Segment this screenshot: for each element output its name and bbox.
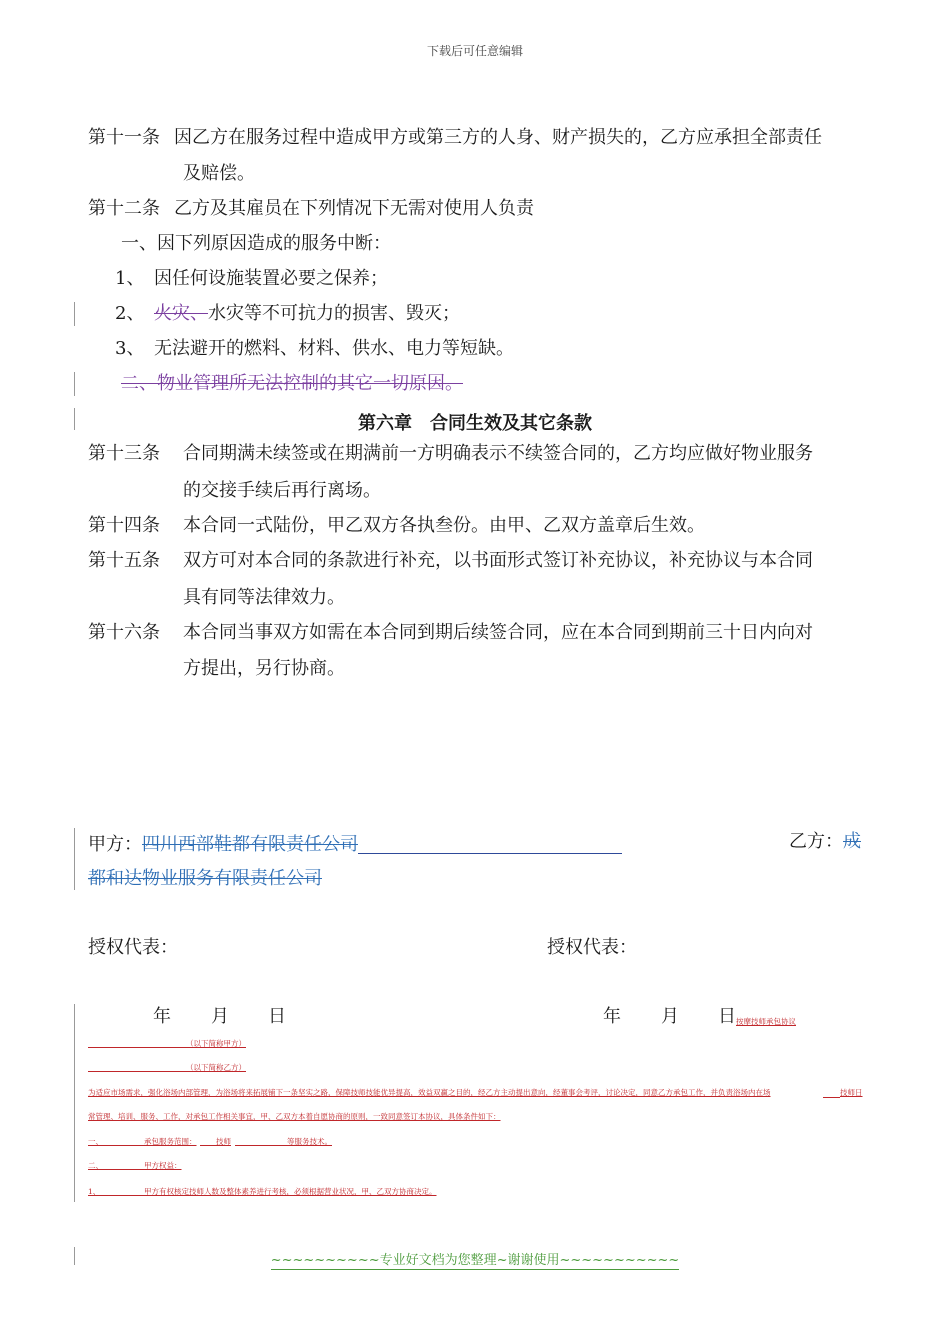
change-bar [74, 828, 75, 890]
article-15-text: 双方可对本合同的条款进行补充，以书面形式签订补充协议，补充协议与本合同 [183, 550, 813, 571]
blank-line [200, 1145, 216, 1146]
party-a-date-day: 日 [268, 1006, 286, 1027]
deleted-text: 火灾、 [154, 303, 208, 324]
article-14-label: 第十四条 [88, 515, 160, 536]
section-2-number: 二、 [88, 1161, 103, 1170]
blank-line [98, 1145, 144, 1146]
list-intro: 一、因下列原因造成的服务中断： [121, 233, 391, 254]
party-a-note: （以下简称甲方） [186, 1039, 246, 1048]
change-bar [74, 372, 75, 396]
blank-line [823, 1097, 840, 1098]
page-footer [0, 1249, 950, 1268]
party-b-date-day: 日 [718, 1006, 736, 1027]
inserted-title: 按摩技师承包协议 [736, 1017, 796, 1026]
list-item-1-text: 因任何设施装置必要之保养； [154, 268, 388, 289]
change-bar [74, 1004, 75, 1202]
article-13-label: 第十三条 [88, 443, 160, 464]
inserted-paragraph: 为适应市场需求，强化浴场内部管理，为浴场将来拓展铺下一条坚实之路，保障技师技能优异提高，效益双赢之目的，经乙方主动提出意向，经董事会考评，讨论决定，同意乙方承包工作，并负责浴场内在场 [88, 1088, 771, 1097]
party-b-note: （以下简称乙方） [186, 1063, 246, 1072]
article-12-label: 第十二条 [88, 198, 160, 219]
party-a-representative: 授权代表： [88, 937, 178, 958]
section-3-text: 甲方有权核定技师人数及整体素养进行考核，必须根据营业状况，甲、乙双方协商决定。 [144, 1187, 437, 1196]
article-11-text-cont: 及赔偿。 [183, 163, 255, 184]
list-item-3-text: 无法避开的燃料、材料、供水、电力等短缺。 [154, 338, 514, 359]
section-2-text: 甲方权益： [144, 1161, 182, 1170]
blank-line [95, 1195, 144, 1196]
article-13-text: 合同期满未续签或在期满前一方明确表示不续签合同的，乙方均应做好物业服务 [183, 443, 813, 464]
blank-line [98, 1169, 144, 1170]
list-item-2-number: 2、 [115, 303, 145, 324]
article-11-text: 因乙方在服务过程中造成甲方或第三方的人身、财产损失的，乙方应承担全部责任 [174, 127, 822, 148]
article-13-text-cont: 的交接手续后再行离场。 [183, 480, 381, 501]
blank-line [88, 1047, 186, 1048]
inserted-paragraph-cont: 常管理、培训、服务、工作，对承包工作相关事宜，甲、乙双方本着自愿协商的原则，一致同意签订本协议，具体条件如下： [88, 1112, 501, 1121]
article-16-label: 第十六条 [88, 622, 160, 643]
party-a [88, 833, 622, 854]
article-15-text-cont: 具有同等法律效力。 [183, 587, 345, 608]
list-item-2-text: 水灾等不可抗力的损害、毁灭； [208, 303, 460, 324]
list-item-2 [154, 305, 460, 323]
party-b [789, 833, 861, 851]
article-12-text: 乙方及其雇员在下列情况下无需对使用人负责 [174, 198, 534, 219]
section-1-number: 一、 [88, 1137, 103, 1146]
party-a-name: 四川西部鞋都有限责任公司 [142, 834, 358, 855]
article-11-label: 第十一条 [88, 127, 160, 148]
section-1-tail: 等服务技术。 [287, 1137, 332, 1146]
inserted-paragraph-tail: 技师日 [840, 1088, 863, 1097]
party-b-date-year: 年 [603, 1006, 621, 1027]
blank-line [235, 1145, 287, 1146]
article-14-text: 本合同一式陆份，甲乙双方各执叁份。由甲、乙双方盖章后生效。 [183, 515, 705, 536]
party-b-name: 都和达物业服务有限责任公司 [88, 868, 322, 889]
deleted-list-item: 二、物业管理所无法控制的其它一切原因。 [121, 373, 463, 394]
change-bar [74, 302, 75, 326]
article-16-text-cont: 方提出，另行协商。 [183, 658, 345, 679]
page-header: 下载后可任意编辑 [426, 44, 523, 58]
party-b-representative: 授权代表： [547, 937, 637, 958]
list-item-3-number: 3、 [115, 338, 145, 359]
footer-text: ~~~~~~~~~~专业好文档为您整理~谢谢使用~~~~~~~~~~~ [270, 1253, 680, 1268]
section-3-number: 1、 [88, 1187, 101, 1196]
party-a-underline [358, 833, 622, 854]
article-15-label: 第十五条 [88, 550, 160, 571]
party-a-date-year: 年 [153, 1006, 171, 1027]
chapter-heading: 第六章 合同生效及其它条款 [358, 413, 592, 434]
party-b-label: 乙方： [789, 831, 843, 852]
party-a-date-month: 月 [211, 1006, 229, 1027]
section-1-technician: 技师 [216, 1137, 231, 1146]
party-a-label: 甲方： [88, 834, 142, 855]
party-b-date-month: 月 [661, 1006, 679, 1027]
section-1-text: 承包服务范围： [144, 1137, 197, 1146]
list-item-1-number: 1、 [115, 268, 145, 289]
blank-line [88, 1071, 186, 1072]
party-b-name-start: 成 [843, 831, 861, 852]
article-16-text: 本合同当事双方如需在本合同到期后续签合同，应在本合同到期前三十日内向对 [183, 622, 813, 643]
